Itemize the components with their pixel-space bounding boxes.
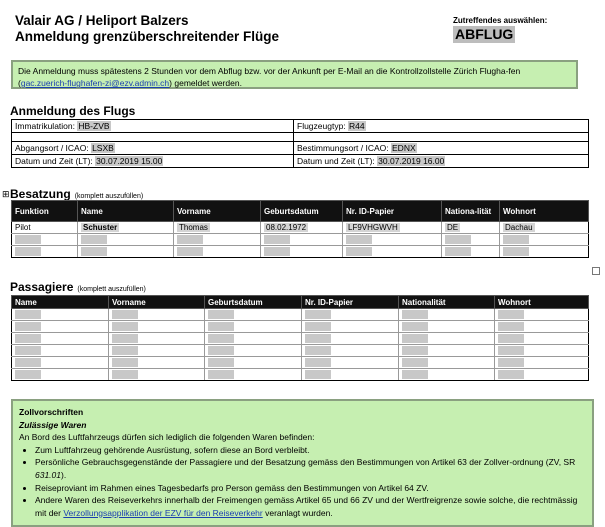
crew-id-value: LF9VHGWVH xyxy=(348,223,398,232)
customs-app-link[interactable]: Verzollungsapplikation der EZV für den Reiseverkehr xyxy=(63,507,263,518)
registration-label: Immatrikulation: xyxy=(15,121,75,131)
crew-col-firstname: Vorname xyxy=(174,201,261,222)
destination-label: Bestimmungsort / ICAO: xyxy=(297,143,389,153)
departure-label: Abgangsort / ICAO: xyxy=(15,143,89,153)
pax-row xyxy=(12,345,589,357)
pax-header-row xyxy=(12,296,589,309)
crew-nationality-value: DE xyxy=(447,223,459,232)
email-link[interactable]: gac.zuerich-flughafen-zi@ezv.admin.ch xyxy=(20,78,170,88)
crew-col-birthdate: Geburtsdatum xyxy=(261,201,343,222)
crew-birthdate-cell[interactable] xyxy=(261,222,343,234)
destination-field[interactable]: EDNX xyxy=(392,143,416,153)
aircraft-type-cell xyxy=(294,120,589,133)
notice-text-end: ) gemeldet werden. xyxy=(169,78,242,88)
arr-datetime-label: Datum und Zeit (LT): xyxy=(297,156,375,166)
crew-title: Besatzung xyxy=(10,187,71,201)
crew-table xyxy=(11,200,589,258)
customs-heading: Zollvorschriften xyxy=(19,407,84,417)
pax-col-name: Name xyxy=(12,296,109,309)
crew-function-cell[interactable] xyxy=(12,222,78,234)
crew-col-residence: Wohnort xyxy=(500,201,589,222)
flight-section-title: Anmeldung des Flugs xyxy=(10,104,136,118)
departure-field[interactable]: LSXB xyxy=(92,143,114,153)
crew-row xyxy=(12,222,589,234)
pax-row xyxy=(12,369,589,381)
customs-intro: An Bord des Luftfahrzeugs dürfen sich lediglich die folgenden Waren befinden: xyxy=(19,432,315,443)
pax-col-nationality: Nationalität xyxy=(399,296,495,309)
crew-nationality-cell[interactable] xyxy=(442,222,500,234)
crew-header-row xyxy=(12,201,589,222)
pax-col-residence: Wohnort xyxy=(495,296,589,309)
crew-section-title xyxy=(10,187,143,201)
crew-row xyxy=(12,246,589,258)
registration-cell xyxy=(12,120,294,133)
arr-datetime-field[interactable]: 30.07.2019 16.00 xyxy=(378,156,445,166)
notice-box xyxy=(11,60,578,89)
customs-list xyxy=(19,444,586,520)
crew-col-name: Name xyxy=(78,201,174,222)
arr-datetime-cell xyxy=(294,155,589,168)
dep-datetime-label: Datum und Zeit (LT): xyxy=(15,156,93,166)
crew-name-value: Schuster xyxy=(83,223,118,232)
pax-col-birthdate: Geburtsdatum xyxy=(205,296,302,309)
destination-cell xyxy=(294,142,589,155)
passengers-subtitle: (komplett auszufüllen) xyxy=(77,286,146,293)
crew-name-cell[interactable] xyxy=(78,222,174,234)
notice-text: Die Anmeldung muss spätestens 2 Stunden vor dem Abflug bzw. vor der Ankunft per E-Mail an die Kontrollzollstelle Zürich Flugha-fen ( xyxy=(18,66,521,88)
customs-subheading: Zulässige Waren xyxy=(19,419,87,430)
document-title xyxy=(15,13,279,45)
crew-birthdate-value: 08.02.1972 xyxy=(266,223,307,232)
customs-item: • Andere Waren des Reiseverkehrs innerhalb der Freimengen gemäss Artikel 65 und 66 ZV und der Wertfreigrenze sowie solche, die rechtmässig mit der Verzollungsapplikation der EZV für den Reiseverkehr veranlagt wurden. xyxy=(35,494,586,519)
customs-item: • Reiseproviant im Rahmen eines Tagesbedarfs pro Person gemäss den Bestimmungen von Artikel 64 ZV. xyxy=(35,482,586,495)
sr-reference: 631.01 xyxy=(35,469,61,480)
crew-residence-cell[interactable] xyxy=(500,222,589,234)
table-move-handle-icon[interactable]: ⊞ xyxy=(2,189,10,199)
flight-table xyxy=(11,119,589,168)
customs-item: • Persönliche Gebrauchsgegenstände der Passagiere und der Besatzung gemäss den Bestimmungen von Artikel 63 der Zollver-ordnung (ZV, SR 631.01). xyxy=(35,456,586,481)
crew-id-cell[interactable] xyxy=(343,222,442,234)
crew-row xyxy=(12,234,589,246)
pax-col-id: Nr. ID-Papier xyxy=(302,296,399,309)
customs-item: • Zum Luftfahrzeug gehörende Ausrüstung, sofern diese an Bord verbleibt. xyxy=(35,444,586,457)
crew-function-value: Pilot xyxy=(15,223,31,232)
dep-datetime-cell xyxy=(12,155,294,168)
crew-subtitle: (komplett auszufüllen) xyxy=(74,193,144,200)
passengers-table xyxy=(11,295,589,381)
aircraft-type-label: Flugzeugtyp: xyxy=(297,121,346,131)
title-line-2: Anmeldung grenzüberschreitender Flüge xyxy=(15,29,280,44)
dep-datetime-field[interactable]: 30.07.2019 15.00 xyxy=(96,156,163,166)
select-label: Zutreffendes auswählen: xyxy=(453,16,548,25)
pax-row xyxy=(12,309,589,321)
crew-firstname-cell[interactable] xyxy=(174,222,261,234)
crew-firstname-value: Thomas xyxy=(179,223,208,232)
aircraft-type-field[interactable]: R44 xyxy=(349,121,365,131)
registration-field[interactable]: HB-ZVB xyxy=(78,121,110,131)
pax-row xyxy=(12,333,589,345)
pax-row xyxy=(12,321,589,333)
passengers-section-title xyxy=(10,280,146,294)
flight-direction-select[interactable]: ABFLUG xyxy=(455,26,514,42)
row-add-checkbox[interactable] xyxy=(592,267,600,275)
title-line-1: Valair AG / Heliport Balzers xyxy=(15,13,189,28)
passengers-title: Passagiere xyxy=(10,280,74,294)
crew-col-nationality: Nationa-lität xyxy=(442,201,500,222)
crew-col-function: Funktion xyxy=(12,201,78,222)
pax-col-firstname: Vorname xyxy=(109,296,205,309)
customs-box xyxy=(11,399,594,527)
crew-col-id: Nr. ID-Papier xyxy=(343,201,442,222)
pax-row xyxy=(12,357,589,369)
crew-residence-value: Dachau xyxy=(505,223,533,232)
departure-cell xyxy=(12,142,294,155)
